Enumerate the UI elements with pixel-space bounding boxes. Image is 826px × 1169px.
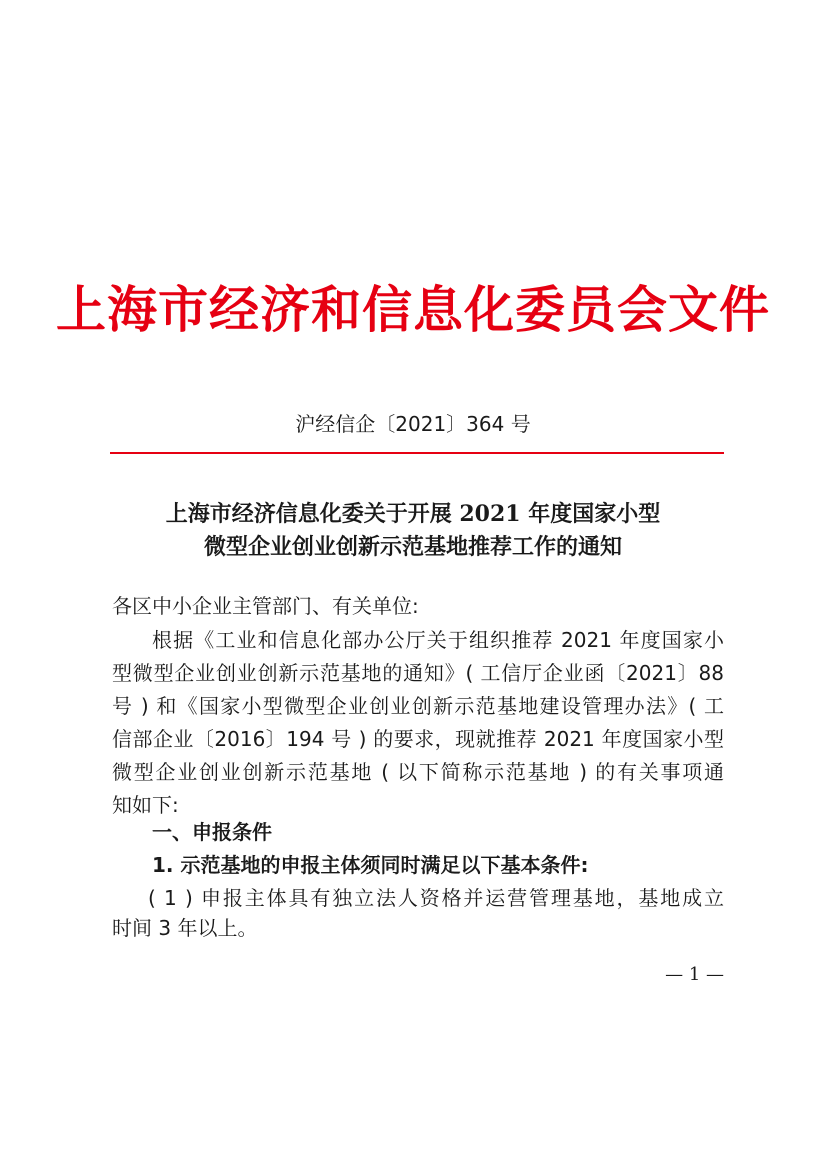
document-title-line-2: 微型企业创业创新示范基地推荐工作的通知 bbox=[203, 534, 622, 560]
paragraph-line: 信部企业〔2016〕194 号 ) 的要求，现就推荐 2021 年度国家小型 bbox=[112, 727, 724, 751]
list-item-line: ( 1 ) 申报主体具有独立法人资格并运营管理基地，基地成立 bbox=[148, 886, 724, 910]
paragraph-line: 知如下: bbox=[112, 793, 179, 817]
page-number: — 1 — bbox=[665, 964, 724, 985]
issuer-masthead: 上海市经济和信息化委员会文件 bbox=[56, 280, 770, 339]
paragraph-line: 根据《工业和信息化部办公厅关于组织推荐 2021 年度国家小 bbox=[152, 628, 724, 652]
salutation: 各区中小企业主管部门、有关单位: bbox=[112, 594, 419, 618]
red-divider-line bbox=[110, 452, 724, 454]
subsection-heading: 1. 示范基地的申报主体须同时满足以下基本条件: bbox=[152, 853, 589, 877]
paragraph-line: 号 ) 和《国家小型微型企业创业创新示范基地建设管理办法》( 工 bbox=[112, 694, 724, 718]
paragraph-line: 型微型企业创业创新示范基地的通知》( 工信厅企业函〔2021〕88 bbox=[112, 661, 724, 685]
document-title-line-1: 上海市经济信息化委关于开展 2021 年度国家小型 bbox=[165, 501, 661, 527]
document-number: 沪经信企〔2021〕364 号 bbox=[295, 412, 531, 436]
paragraph-line: 微型企业创业创新示范基地 ( 以下简称示范基地 ) 的有关事项通 bbox=[112, 760, 724, 784]
section-heading: 一、申报条件 bbox=[152, 820, 272, 844]
list-item-line: 时间 3 年以上。 bbox=[112, 916, 258, 940]
